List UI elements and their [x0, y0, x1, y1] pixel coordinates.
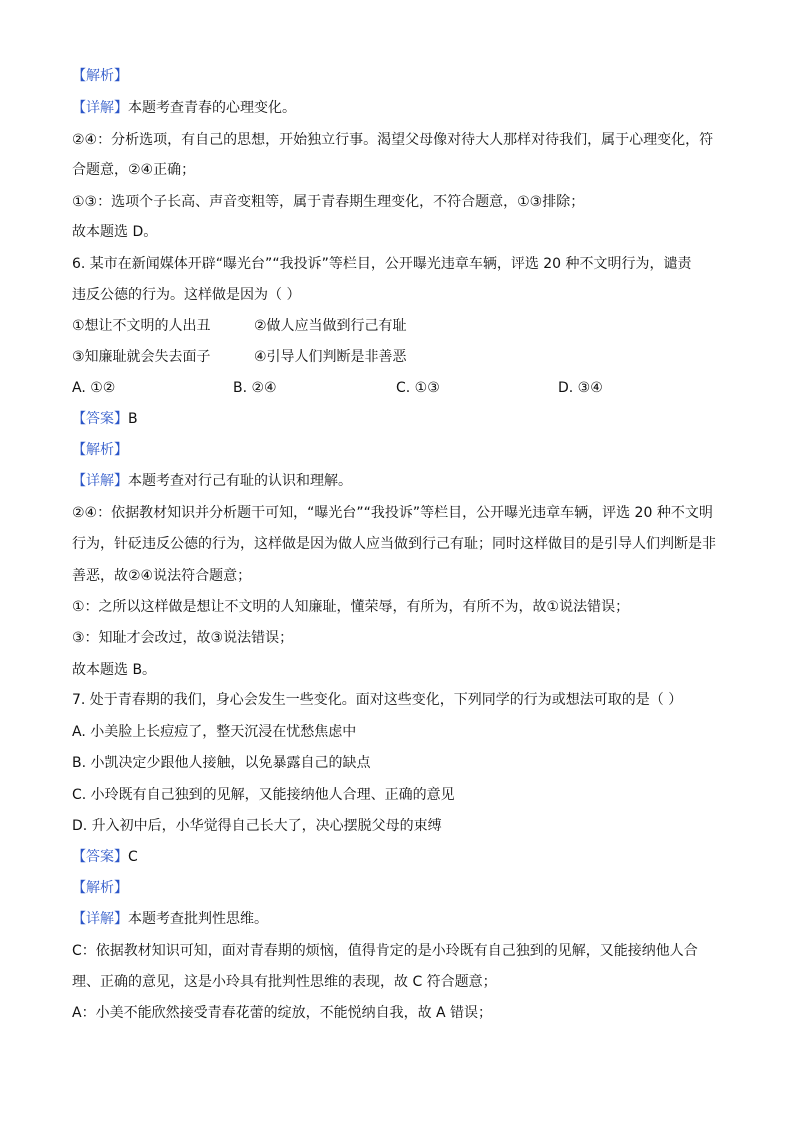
- conclusion-line: 故本题选 B。: [72, 662, 157, 678]
- explanation-line: A：小美不能欣然接受青春花蕾的绽放，不能悦纳自我，故 A 错误；: [72, 1005, 493, 1021]
- explanation-line: ②④：依据教材知识并分析题干可知，“曝光台”“我投诉”等栏目，公开曝光违章车辆，评选 20 种不文明: [72, 505, 713, 521]
- explanation-line: C：依据教材知识可知，面对青春期的烦恼，值得肯定的是小玲既有自己独到的见解，又能接纳他人合: [72, 943, 698, 959]
- statement-1: ①想让不文明的人出丑: [72, 318, 211, 334]
- detail-text: 本题考查对行己有耻的认识和理解。: [128, 473, 352, 489]
- answer-line: [72, 409, 732, 429]
- question-7-stem: 7. 处于青春期的我们，身心会发生一些变化。面对这些变化，下列同学的行为或想法可取的是（ ）: [72, 692, 683, 708]
- statement-row: [72, 347, 732, 367]
- statement-4: ④引导人们判断是非善恶: [254, 349, 407, 365]
- choice-a: A. 小美脸上长痘痘了，整天沉浸在忧愁焦虑中: [72, 724, 357, 740]
- statement-row: [72, 316, 732, 336]
- analysis-heading: [72, 440, 732, 460]
- detail-line: [72, 909, 732, 929]
- detail-line: [72, 471, 732, 491]
- explanation-line: ①③：选项个子长高、声音变粗等，属于青春期生理变化，不符合题意，①③排除；: [72, 194, 585, 210]
- explanation-line: 理、正确的意见，这是小玲具有批判性思维的表现，故 C 符合题意；: [72, 974, 497, 990]
- detail-tag: 【详解】: [72, 473, 128, 489]
- conclusion-line: 故本题选 D。: [72, 224, 158, 240]
- choice-row: [72, 378, 732, 398]
- statement-2: ②做人应当做到行己有耻: [254, 318, 407, 334]
- answer-tag: 【答案】: [72, 849, 128, 865]
- explanation-line: 善恶，故②④说法符合题意；: [72, 568, 252, 584]
- choice-d: D. 升入初中后，小华觉得自己长大了，决心摆脱父母的束缚: [72, 818, 442, 834]
- detail-text: 本题考查批判性思维。: [128, 911, 268, 927]
- detail-tag: 【详解】: [72, 911, 128, 927]
- choice-c: C. 小玲既有自己独到的见解，又能接纳他人合理、正确的意见: [72, 787, 455, 803]
- answer-line: [72, 847, 732, 867]
- explanation-line: 行为，针砭违反公德的行为，这样做是因为做人应当做到行己有耻；同时这样做目的是引导人们判断是非: [72, 536, 716, 552]
- analysis-heading: [72, 878, 732, 898]
- explanation-line: ①：之所以这样做是想让不文明的人知廉耻，懂荣辱，有所为，有所不为，故①说法错误；: [72, 599, 630, 615]
- explanation-line: 合题意，②④正确；: [72, 162, 196, 178]
- choice-d: D. ③④: [558, 380, 603, 396]
- analysis-tag: 【解析】: [72, 442, 128, 458]
- analysis-tag: 【解析】: [72, 880, 128, 896]
- explanation-line: ③：知耻才会改过，故③说法错误；: [72, 630, 294, 646]
- answer-value: C: [128, 849, 138, 865]
- choice-b: B. ②④: [233, 380, 277, 396]
- detail-line: [72, 98, 732, 118]
- explanation-line: ②④：分析选项，有自己的思想，开始独立行事。渴望父母像对待大人那样对待我们，属于心理变化，符: [72, 132, 714, 148]
- detail-tag: 【详解】: [72, 100, 128, 116]
- answer-value: B: [128, 411, 138, 427]
- choice-a: A. ①②: [72, 380, 116, 396]
- analysis-heading: [72, 66, 732, 86]
- analysis-tag: 【解析】: [72, 68, 128, 84]
- choice-b: B. 小凯决定少跟他人接触，以免暴露自己的缺点: [72, 755, 371, 771]
- choice-c: C. ①③: [396, 380, 440, 396]
- question-6-stem: 6. 某市在新闻媒体开辟“曝光台”“我投诉”等栏目，公开曝光违章车辆，评选 20 种不文明行为，谴责: [72, 256, 692, 272]
- statement-3: ③知廉耻就会失去面子: [72, 349, 211, 365]
- answer-tag: 【答案】: [72, 411, 128, 427]
- detail-text: 本题考查青春的心理变化。: [128, 100, 296, 116]
- question-6-stem-cont: 违反公德的行为。这样做是因为（ ）: [72, 287, 301, 303]
